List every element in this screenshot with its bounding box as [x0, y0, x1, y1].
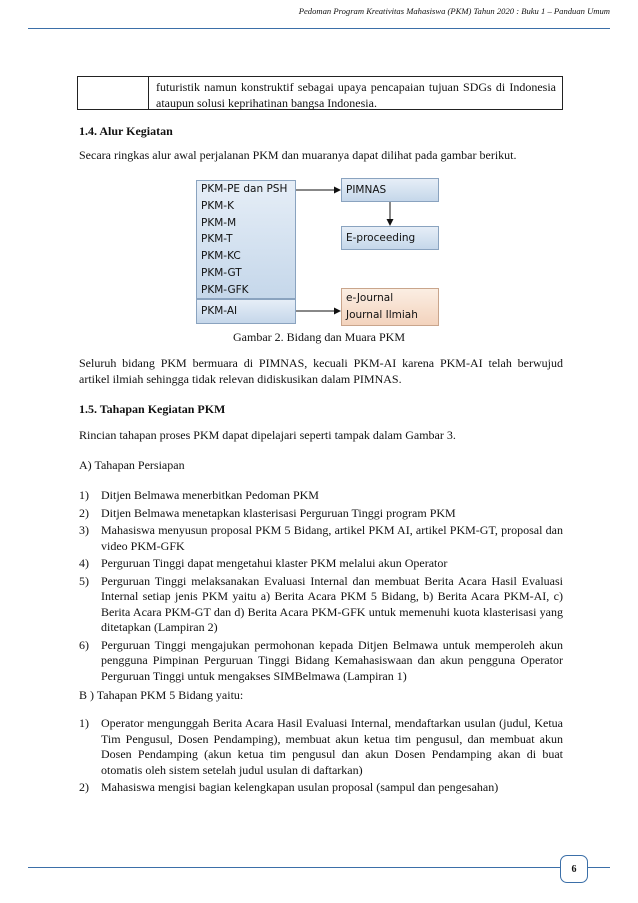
section-paragraph-1-4: Seluruh bidang PKM bermuara di PIMNAS, kecuali PKM-AI karena PKM-AI telah berwujud artikel ilmiah sehingga tidak relevan didiskusikan dalam PIMNAS.	[79, 356, 563, 386]
section-intro-1-5: Rincian tahapan proses PKM dapat dipelajari seperti tampak dalam Gambar 3.	[79, 428, 456, 442]
list-item-text: Perguruan Tinggi mengajukan permohonan kepada Ditjen Belmawa untuk memperoleh akun pengguna Pimpinan Perguruan Tinggi Bidang Kemahasiswaan dan akun pengguna Operator Perguruan Tinggi untuk mengakses SIMBelmawa (Lampiran 1)	[101, 637, 563, 683]
list-item-text: Perguruan Tinggi dapat mengetahui klaster PKM melalui akun Operator	[101, 556, 448, 570]
list-item	[79, 716, 563, 778]
pkm-field-item: PKM-KC	[201, 250, 241, 263]
list-item-number: 4)	[79, 556, 89, 570]
list-b	[79, 716, 563, 796]
list-item-text: Mahasiswa mengisi bagian kelengkapan usulan proposal (sampul dan pengesahan)	[101, 780, 499, 794]
subheading-a: A) Tahapan Persiapan	[79, 458, 185, 472]
eproceeding-box: E-proceeding	[341, 226, 439, 250]
list-item	[79, 488, 563, 504]
list-item-text: Ditjen Belmawa menerbitkan Pedoman PKM	[101, 488, 319, 502]
pkm-field-item: PKM-M	[201, 216, 237, 229]
running-header: Pedoman Program Kreativitas Mahasiswa (PKM) Tahun 2020 : Buku 1 – Panduan Umum	[298, 6, 610, 16]
list-item-number: 1)	[79, 716, 89, 730]
list-item-number: 2)	[79, 780, 89, 794]
table-text-cell: futuristik namun konstruktif sebagai upaya pencapaian tujuan SDGs di Indonesia ataupun solusi keprihatinan bangsa Indonesia.	[156, 80, 556, 110]
list-item-text: Operator mengunggah Berita Acara Hasil Evaluasi Internal, mendaftarkan usulan (judul, Ketua Tim Pengusul, Dosen Pendamping), membuat akun ketua tim pengusul, dan membuat akun Dosen Pendamping (akun ketua tim pengusul dan akun Dosen Pendamping akan di buat otomatis oleh sistem setelah judul usulan di daftarkan)	[101, 716, 563, 777]
journal-line-2: Journal Ilmiah	[346, 309, 418, 321]
list-item-number: 2)	[79, 505, 89, 520]
pkm-field-item: PKM-T	[201, 233, 233, 246]
section-heading-1-4: 1.4. Alur Kegiatan	[79, 124, 173, 138]
list-item-text: Perguruan Tinggi melaksanakan Evaluasi Internal dan membuat Berita Acara Hasil Evaluasi Internal setiap jenis PKM yaitu a) Berita Acara PKM 5 Bidang, b) Berita Acara PKM-AI, c) Berita Acara PKM-GT dan d) Berita Acara PKM-GFK untuk memenuhi kuota klasterisasi yang ditetapkan (Lampiran 2)	[101, 573, 563, 634]
section-heading-1-5: 1.5. Tahapan Kegiatan PKM	[79, 402, 226, 416]
list-item-number: 5)	[79, 573, 89, 588]
list-item-number: 6)	[79, 637, 89, 652]
pkm-field-item: PKM-K	[201, 199, 234, 212]
pimnas-box: PIMNAS	[341, 178, 439, 202]
pkm-field-item: PKM-GT	[201, 266, 242, 279]
pkm-ai-box: PKM-AI	[196, 299, 296, 324]
list-item-text: Ditjen Belmawa menetapkan klasterisasi Perguruan Tinggi program PKM	[101, 505, 456, 520]
section-intro-1-4: Secara ringkas alur awal perjalanan PKM dan muaranya dapat dilihat pada gambar berikut.	[79, 148, 517, 162]
subheading-b: B ) Tahapan PKM 5 Bidang yaitu:	[79, 688, 244, 702]
pkm-field-item: PKM-GFK	[201, 283, 249, 296]
list-item	[79, 506, 563, 522]
pkm-field-item: PKM-PE dan PSH	[201, 183, 288, 195]
list-item-number: 1)	[79, 488, 89, 502]
list-a	[79, 488, 563, 684]
list-item	[79, 556, 563, 572]
list-item-text: Mahasiswa menyusun proposal PKM 5 Bidang, artikel PKM AI, artikel PKM-GT, proposal dan video PKM-GFK	[101, 523, 563, 553]
list-item	[79, 638, 563, 685]
list-item	[79, 780, 563, 796]
figure-caption: Gambar 2. Bidang dan Muara PKM	[233, 330, 405, 344]
journal-line-1: e-Journal	[346, 292, 394, 304]
footer-rule	[28, 867, 610, 868]
list-item-number: 3)	[79, 523, 89, 537]
list-item	[79, 523, 563, 554]
page-number: 6	[560, 855, 588, 883]
list-item	[79, 574, 563, 636]
